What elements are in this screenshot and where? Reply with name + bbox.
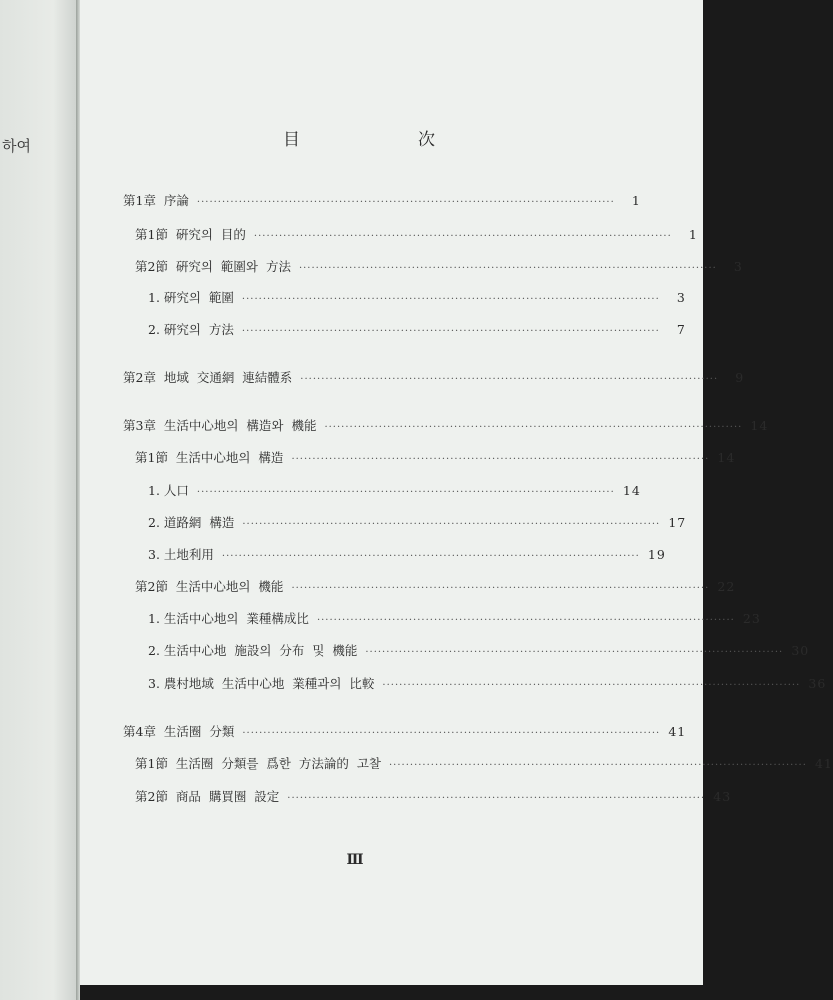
toc-entry-page: 23 (742, 611, 761, 626)
toc-entry-page: 41 (668, 724, 687, 739)
page-number: Ⅲ (346, 852, 364, 868)
toc-entry-section (135, 754, 833, 772)
right-page (80, 0, 833, 985)
toc-entry-label: 第2節 商品 購買圈 設定 (135, 789, 280, 804)
toc-entry-section (135, 225, 698, 243)
toc-entry-label: 第2章 地域 交通網 連結體系 (123, 370, 293, 385)
toc-entry-subsection (148, 609, 761, 627)
dot-leader: ···································································································· (242, 728, 661, 739)
toc-entry-page: 22 (717, 579, 736, 594)
toc-entry-label: 第1節 生活中心地의 構造 (135, 450, 284, 465)
toc-entry-chapter-4 (123, 722, 687, 740)
toc-entry-label: 1. 硏究의 範圍 (148, 290, 234, 305)
dot-leader: ···································································································· (241, 294, 660, 305)
dot-leader: ···································································································· (291, 454, 710, 465)
left-page-text-fragment: 하여 (2, 137, 31, 155)
toc-entry-subsection (148, 320, 686, 338)
dot-leader: ···································································································· (196, 197, 615, 208)
dot-leader: ···································································································· (300, 374, 719, 385)
toc-entry-label: 第2節 生活中心地의 機能 (135, 579, 284, 594)
toc-entry-label: 1. 生活中心地의 業種構成比 (148, 611, 309, 626)
toc-entry-label: 第4章 生活圈 分類 (123, 724, 235, 739)
toc-entry-page: 14 (717, 450, 736, 465)
title-char-1: 目 (283, 130, 300, 150)
dot-leader: ···································································································· (324, 422, 743, 433)
toc-entry-label: 3. 土地利用 (148, 547, 214, 562)
toc-entry-label: 第3章 生活中心地의 構造와 機能 (123, 418, 317, 433)
dot-leader: ···································································································· (253, 231, 672, 242)
toc-entry-page: 1 (631, 193, 641, 208)
toc-entry-subsection (148, 641, 810, 659)
toc-entry-page: 14 (622, 483, 641, 498)
toc-entry-label: 第1節 生活圈 分類를 爲한 方法論的 고찰 (135, 756, 381, 771)
dot-leader: ···································································································· (291, 583, 710, 594)
toc-entry-subsection (148, 674, 827, 692)
toc-entry-page: 1 (688, 227, 698, 242)
dot-leader: ···································································································· (221, 551, 640, 562)
dot-leader: ···································································································· (287, 793, 706, 804)
toc-entry-label: 2. 生活中心地 施設의 分布 및 機能 (148, 643, 358, 658)
toc-entry-label: 2. 硏究의 方法 (148, 322, 234, 337)
toc-entry-page: 7 (676, 322, 686, 337)
toc-entry-subsection (148, 288, 686, 306)
toc-entry-page: 17 (668, 515, 687, 530)
dot-leader: ···································································································· (389, 760, 807, 771)
toc-entry-subsection (148, 513, 687, 531)
toc-entry-page: 3 (676, 290, 686, 305)
toc-entry-label: 第2節 硏究의 範圍와 方法 (135, 259, 291, 274)
toc-entry-chapter-3 (123, 416, 769, 434)
toc-entry-page: 3 (733, 259, 743, 274)
toc-entry-label: 1. 人口 (148, 483, 189, 498)
dot-leader: ···································································································· (241, 326, 660, 337)
toc-entry-label: 3. 農村地域 生活中心地 業種과의 比較 (148, 676, 375, 691)
toc-entry-page: 41 (814, 756, 833, 771)
toc-entry-section (135, 577, 736, 595)
dot-leader: ···································································································· (382, 680, 801, 691)
toc-entry-label: 第1節 硏究의 目的 (135, 227, 246, 242)
dot-leader: ···································································································· (316, 615, 735, 626)
toc-entry-page: 9 (735, 370, 745, 385)
toc-entry-label: 第1章 序論 (123, 193, 189, 208)
toc-entry-page: 43 (713, 789, 732, 804)
toc-entry-page: 14 (750, 418, 769, 433)
dot-leader: ···································································································· (196, 487, 615, 498)
toc-entry-label: 2. 道路網 構造 (148, 515, 235, 530)
toc-entry-section (135, 448, 736, 466)
toc-entry-chapter-2 (123, 368, 745, 386)
toc-entry-section (135, 257, 743, 275)
toc-entry-subsection (148, 481, 641, 499)
toc-entry-page: 19 (647, 547, 666, 562)
toc-entry-chapter-1 (123, 191, 641, 209)
toc-entry-subsection (148, 545, 666, 563)
toc-entry-section (135, 787, 732, 805)
toc-entry-page: 36 (808, 676, 827, 691)
toc-entry-page: 30 (791, 643, 810, 658)
dot-leader: ···································································································· (365, 647, 784, 658)
left-page (0, 0, 76, 1000)
dot-leader: ···································································································· (242, 519, 661, 530)
dot-leader: ···································································································· (298, 263, 717, 274)
title-char-2: 次 (418, 130, 435, 150)
